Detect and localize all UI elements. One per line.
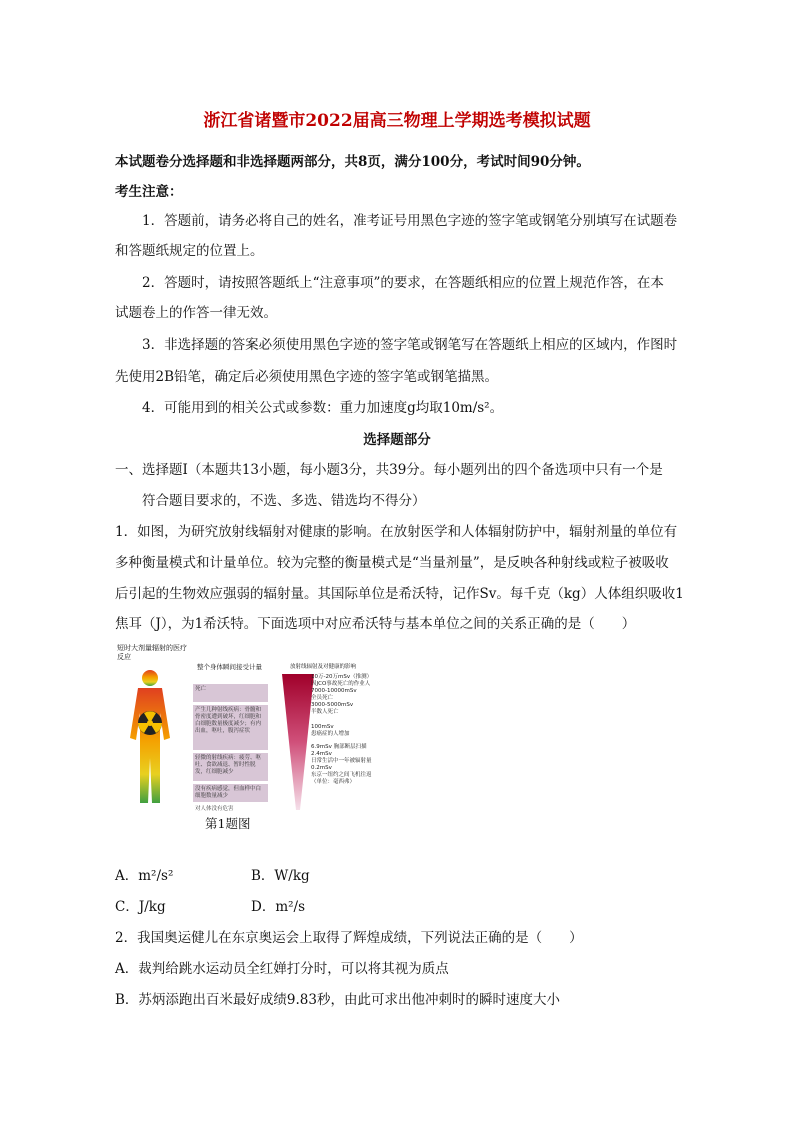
q2-option-a: A．裁判给跳水运动员全红婵打分时，可以将其视为质点 <box>115 961 449 977</box>
question-2-text: 2．我国奥运健儿在东京奥运会上取得了辉煌成绩，下列说法正确的是（ ） <box>115 930 583 946</box>
question-1-text: 焦耳（J），为1希沃特。下面选项中对应希沃特与基本单位之间的关系正确的是（ ） <box>115 616 636 632</box>
figure-box: 没有疾病感觉，但血样中白细胞数量减少 <box>193 784 268 802</box>
part1-heading-cont: 符合题目要求的，不选、多选、错选均不得分） <box>142 493 426 509</box>
q1-option-c: C．J/kg <box>115 899 166 915</box>
dose-level: 因JCO事故死亡的作业人 <box>311 681 371 687</box>
dose-level: 半数人死亡 <box>311 709 339 715</box>
figure-box: 产生几种射线疾病：骨髓和骨密度遭到破坏，红细胞和白细胞数量极度减少；有内出血，呕吐，腹泻症状 <box>193 705 268 750</box>
question-1-text: 多种衡量模式和计量单位。较为完整的衡量模式是“当量剂量”，是反映各种射线或粒子被吸收 <box>115 555 669 571</box>
dose-level: 患癌症的人增加 <box>311 731 350 737</box>
exam-title: 浙江省诸暨市2022届高三物理上学期选考模拟试题 <box>203 111 591 131</box>
question-1-text: 后引起的生物效应强弱的辐射量。其国际单位是希沃特，记作Sv。每千克（kg）人体组织吸收1 <box>115 586 684 602</box>
human-body-icon <box>120 668 180 808</box>
dose-level: 日常生活中一年被辐射量 <box>311 758 372 764</box>
dose-level: 2.4mSv <box>311 751 332 757</box>
dose-level: （单位：毫西弗） <box>311 779 356 785</box>
dose-level: 6.9mSv 胸部断层扫描 <box>311 744 367 750</box>
dose-level: 3000-5000mSv <box>311 702 354 708</box>
dose-level: 7000-10000mSv <box>311 688 357 694</box>
figure-box: 死亡 <box>193 684 268 702</box>
dose-level: 100mSv <box>311 724 334 730</box>
section-title: 选择题部分 <box>363 432 431 448</box>
notice-line: 3．非选择题的答案必须使用黑色字迹的签字笔或钢笔写在答题纸上相应的区域内，作图时 <box>142 337 678 353</box>
figure-column-title: 整个身体瞬间接受计量 <box>197 663 262 671</box>
dose-level: 0.2mSv <box>311 765 332 771</box>
figure-right-title: 放射线辐射及对健康的影响 <box>290 664 357 670</box>
notice-line: 和答题纸规定的位置上。 <box>115 243 264 259</box>
dose-level: 东京一纽约之间飞机往返 <box>311 772 372 778</box>
dose-level: 10万-20万mSv（推测） <box>311 674 373 680</box>
figure-caption: 第1题图 <box>205 816 251 831</box>
notice-line: 试题卷上的作答一律无效。 <box>115 305 277 321</box>
question-1-text: 1．如图，为研究放射线辐射对健康的影响。在放射医学和人体辐射防护中，辐射剂量的单位有 <box>115 524 678 540</box>
figure-left-title: 短时大剂量辐射的医疗反应 <box>117 644 187 661</box>
notice-heading: 考生注意： <box>115 184 183 200</box>
notice-line: 1．答题前，请务必将自己的姓名，准考证号用黑色字迹的签字笔或钢笔分别填写在试题卷 <box>142 213 678 229</box>
notice-line: 2．答题时，请按照答题纸上“注意事项”的要求，在答题纸相应的位置上规范作答，在本 <box>142 275 664 291</box>
radiation-figure <box>115 640 555 830</box>
notice-line: 4．可能用到的相关公式或参数：重力加速度g均取10m/s²。 <box>142 400 504 416</box>
q1-option-a: A．m²/s² <box>115 868 174 884</box>
dose-levels <box>311 674 372 786</box>
figure-box: 对人体没有危害 <box>193 804 268 814</box>
q1-option-d: D．m²/s <box>251 899 306 915</box>
figure-box: 轻微的射线疾病：疲劳、呕吐、食欲减退、暂时性脱发，红细胞减少 <box>193 753 268 781</box>
q1-option-b: B．W/kg <box>251 868 310 884</box>
dose-level: 全员死亡 <box>311 695 334 701</box>
part1-heading: 一、选择题Ⅰ（本题共13小题，每小题3分，共39分。每小题列出的四个备选项中只有一个是 <box>115 462 663 478</box>
exam-intro: 本试题卷分选择题和非选择题两部分，共8页，满分100分，考试时间90分钟。 <box>115 154 590 170</box>
q2-option-b: B．苏炳添跑出百米最好成绩9.83秒，由此可求出他冲刺时的瞬时速度大小 <box>115 992 560 1008</box>
notice-line: 先使用2B铅笔，确定后必须使用黑色字迹的签字笔或钢笔描黑。 <box>115 369 499 385</box>
